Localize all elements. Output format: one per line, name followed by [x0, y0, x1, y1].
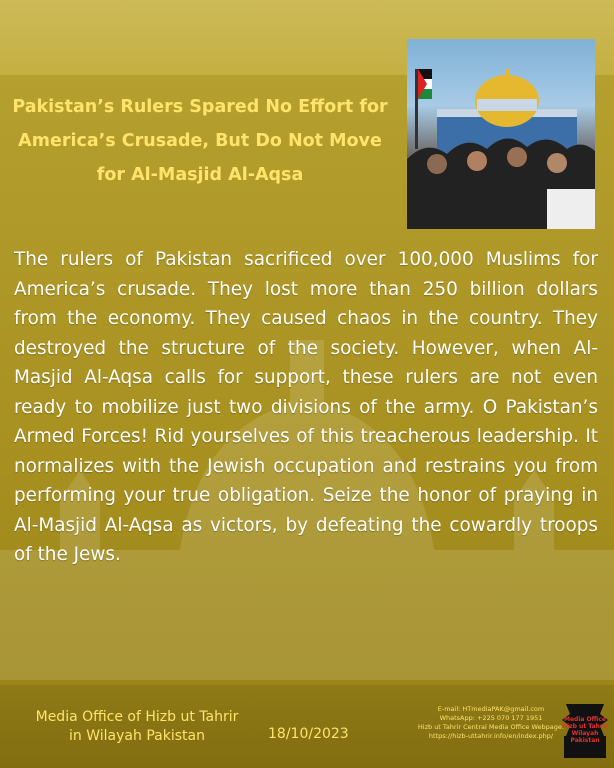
whatsapp-text: WhatsApp: +225 070 177 1951 — [439, 714, 543, 722]
logo-line: Hizb ut Tahrir — [562, 723, 608, 730]
headline-line: Pakistan’s Rulers Spared No Effort for — [12, 97, 388, 117]
webpage-label: Hizb ut Tahrir Central Media Office Webpage: — [417, 723, 565, 731]
contact-info — [396, 705, 586, 741]
headline — [0, 90, 400, 192]
media-office-name — [12, 708, 262, 746]
email-text[interactable]: E-mail: HTmediaPAK@gmail.com — [437, 705, 545, 713]
headline-line: America’s Crusade, But Do Not Move — [18, 131, 382, 151]
logo-line: Media Office — [564, 716, 606, 723]
webpage-link[interactable]: https://hizb-uttahrir.info/en/index.php/ — [428, 732, 554, 740]
body-paragraph: The rulers of Pakistan sacrificed over 100,000 Muslims for America’s crusade. They lost more than 250 billion dollars from the economy. They caused chaos in the country. They destroyed the structure of the society. However, when Al-Masjid Al-Aqsa calls for support, these rulers are not even ready to mobilize just two divisions of the army. O Pakistan’s Armed Forces! Rid yourselves of this treacherous leadership. It normalizes with the Jewish occupation and restrains you from performing your true obligation. Seize the honor of praying in Al-Masjid Al-Aqsa as victors, by defeating the cowardly troops of the Jews. — [14, 249, 598, 565]
aqsa-photo — [407, 39, 595, 229]
dome-of-the-rock-image — [407, 39, 595, 229]
headline-line: for Al-Masjid Al-Aqsa — [96, 165, 304, 185]
logo-line: Wilayah Pakistan — [570, 730, 600, 744]
publish-date: 18/10/2023 — [268, 726, 349, 742]
office-line: in Wilayah Pakistan — [69, 728, 205, 744]
logo-text — [562, 716, 608, 744]
office-line: Media Office of Hizb ut Tahrir — [35, 709, 239, 725]
